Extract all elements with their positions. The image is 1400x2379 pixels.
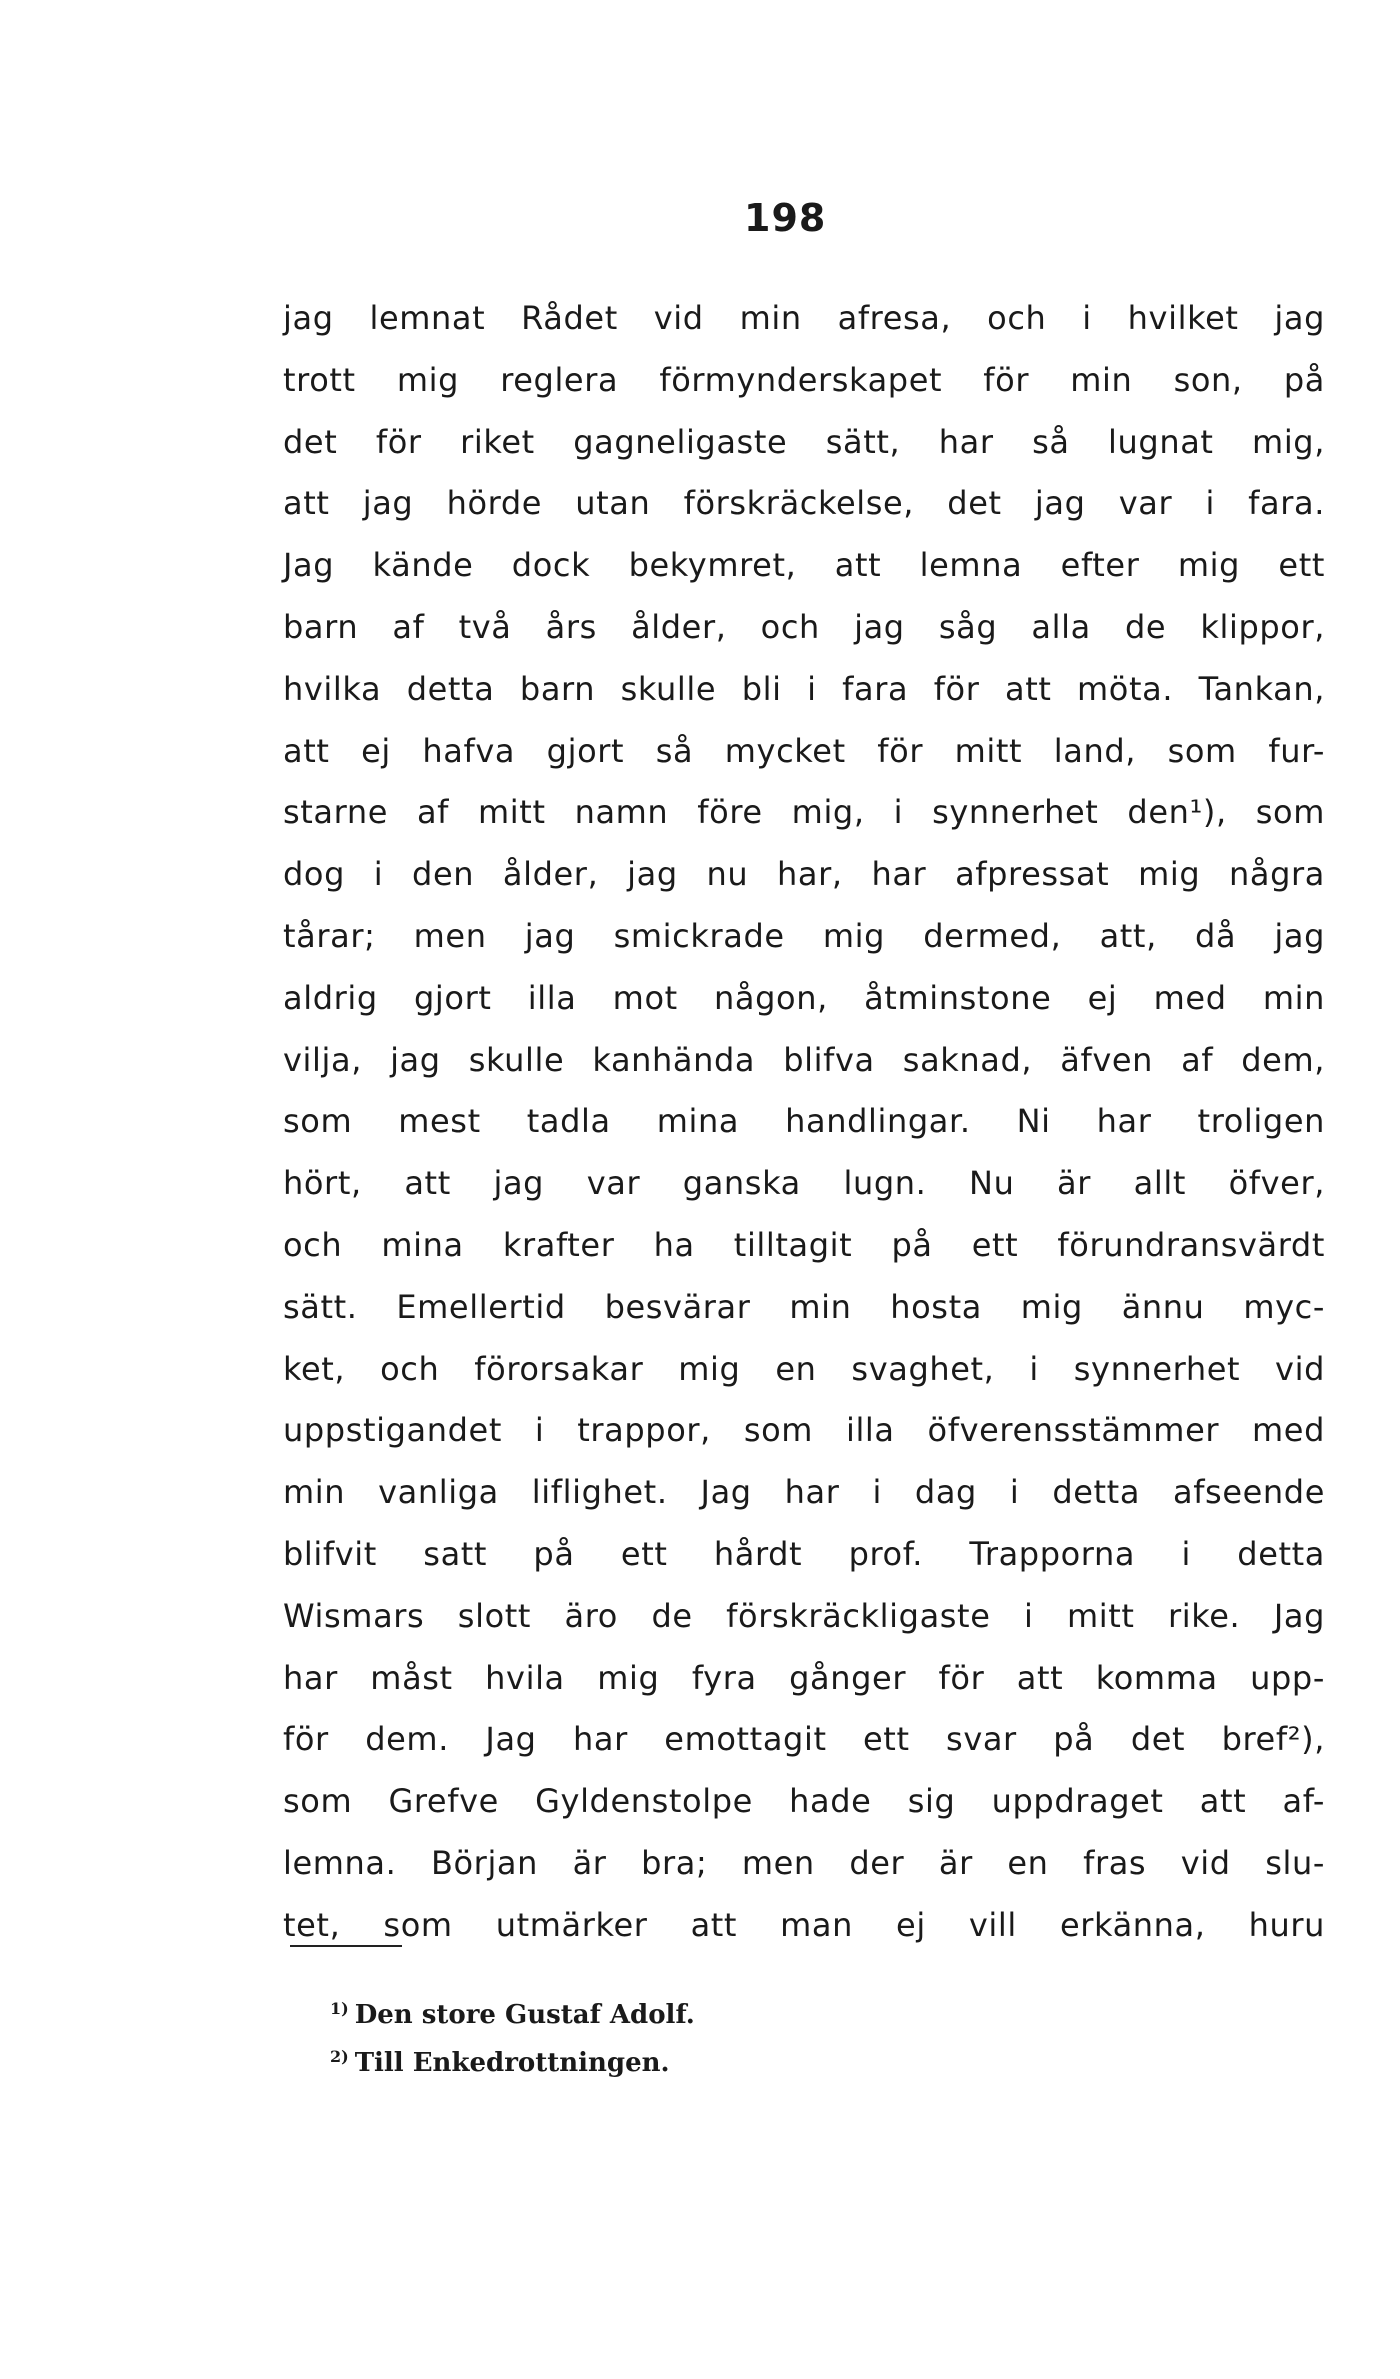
footnote-text: Den store Gustaf Adolf. bbox=[354, 2000, 695, 2030]
footnote-mark: 2) bbox=[330, 2047, 349, 2066]
text-line: dog i den ålder, jag nu har, har afpressat mig några bbox=[283, 855, 1325, 894]
text-line: att ej hafva gjort så mycket för mitt land, som fur- bbox=[283, 731, 1325, 770]
text-line: starne af mitt namn före mig, i synnerhet den¹), som bbox=[283, 793, 1325, 832]
text-line: som Grefve Gyldenstolpe hade sig uppdraget att af- bbox=[283, 1782, 1325, 1821]
text-line: min vanliga liflighet. Jag har i dag i detta afseende bbox=[283, 1473, 1325, 1512]
text-line: har måst hvila mig fyra gånger för att komma upp- bbox=[283, 1658, 1325, 1697]
text-line: blifvit satt på ett hårdt prof. Trapporna i detta bbox=[283, 1534, 1325, 1573]
text-line: aldrig gjort illa mot någon, åtminstone ej med min bbox=[283, 978, 1325, 1017]
text-line: jag lemnat Rådet vid min afresa, och i hvilket jag bbox=[283, 299, 1325, 337]
footnote-mark: 1) bbox=[330, 1999, 349, 2018]
text-line: trott mig reglera förmynderskapet för min son, på bbox=[283, 360, 1325, 399]
text-line: som mest tadla mina handlingar. Ni har troligen bbox=[283, 1102, 1325, 1141]
text-line: och mina krafter ha tilltagit på ett förundransvärdt bbox=[283, 1225, 1325, 1264]
text-line: hört, att jag var ganska lugn. Nu är allt öfver, bbox=[283, 1164, 1325, 1203]
footnote-divider bbox=[290, 1945, 402, 1947]
footnote bbox=[330, 2033, 695, 2081]
text-line: barn af två års ålder, och jag såg alla de klippor, bbox=[283, 607, 1325, 646]
text-line: uppstigandet i trappor, som illa öfverensstämmer med bbox=[283, 1411, 1325, 1450]
text-line: det för riket gagneligaste sätt, har så lugnat mig, bbox=[283, 422, 1325, 461]
text-line: Jag kände dock bekymret, att lemna efter mig ett bbox=[283, 546, 1325, 585]
text-line: att jag hörde utan förskräckelse, det jag var i fara. bbox=[283, 484, 1325, 523]
text-line: lemna. Början är bra; men der är en fras vid slu- bbox=[283, 1843, 1325, 1882]
text-line: hvilka detta barn skulle bli i fara för att möta. Tankan, bbox=[283, 669, 1325, 708]
footnotes bbox=[330, 1985, 695, 2081]
text-line: sätt. Emellertid besvärar min hosta mig ännu myc- bbox=[283, 1287, 1325, 1326]
text-line: tårar; men jag smickrade mig dermed, att, då jag bbox=[283, 916, 1325, 955]
footnote bbox=[330, 1985, 695, 2033]
footnote-text: Till Enkedrottningen. bbox=[354, 2048, 670, 2078]
text-line: vilja, jag skulle kanhända blifva saknad, äfven af dem, bbox=[283, 1040, 1325, 1079]
text-line: för dem. Jag har emottagit ett svar på det bref²), bbox=[283, 1720, 1325, 1759]
page-number: 198 bbox=[744, 196, 827, 240]
text-line: tet, som utmärker att man ej vill erkänna, huru bbox=[283, 1905, 1325, 1944]
text-line: Wismars slott äro de förskräckligaste i mitt rike. Jag bbox=[283, 1596, 1325, 1635]
body-text bbox=[283, 288, 1325, 1957]
text-line: ket, och förorsakar mig en svaghet, i synnerhet vid bbox=[283, 1349, 1325, 1388]
